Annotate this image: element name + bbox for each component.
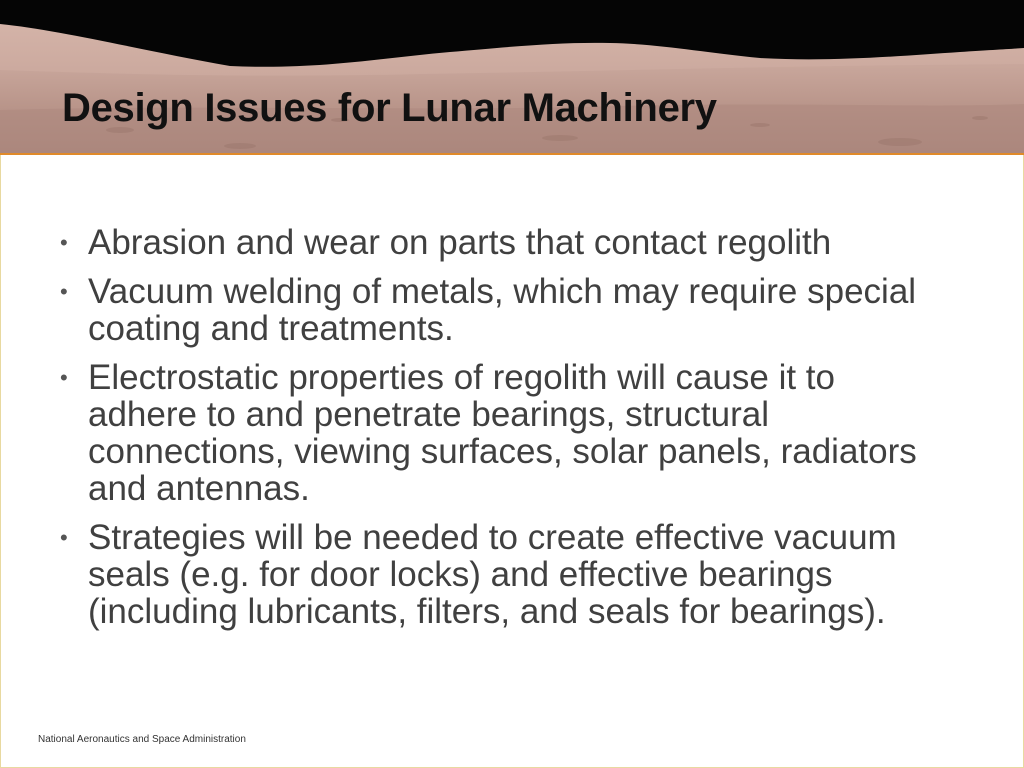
bullet-item — [60, 224, 950, 261]
bullet-icon: • — [60, 525, 68, 550]
bullet-icon: • — [60, 230, 68, 255]
lunar-landscape-banner — [0, 0, 1024, 155]
bullet-item — [60, 359, 950, 507]
bullet-item — [60, 519, 950, 630]
bullet-text: Abrasion and wear on parts that contact regolith — [88, 223, 832, 262]
bullet-text: Strategies will be needed to create effective vacuum seals (e.g. for door locks) and effective bearings (including lubricants, filters, and seals for bearings). — [88, 518, 897, 631]
footer-agency-name: National Aeronautics and Space Administration — [38, 734, 246, 745]
slide-title: Design Issues for Lunar Machinery — [62, 86, 717, 130]
bullet-text: Vacuum welding of metals, which may require special coating and treatments. — [88, 272, 917, 348]
bullet-item — [60, 273, 950, 347]
bullet-icon: • — [60, 365, 68, 390]
bullet-text: Electrostatic properties of regolith will cause it to adhere to and penetrate bearings, structural connections, viewing surfaces, solar panels, radiators and antennas. — [88, 358, 917, 508]
bullet-list — [60, 224, 950, 642]
bullet-icon: • — [60, 279, 68, 304]
